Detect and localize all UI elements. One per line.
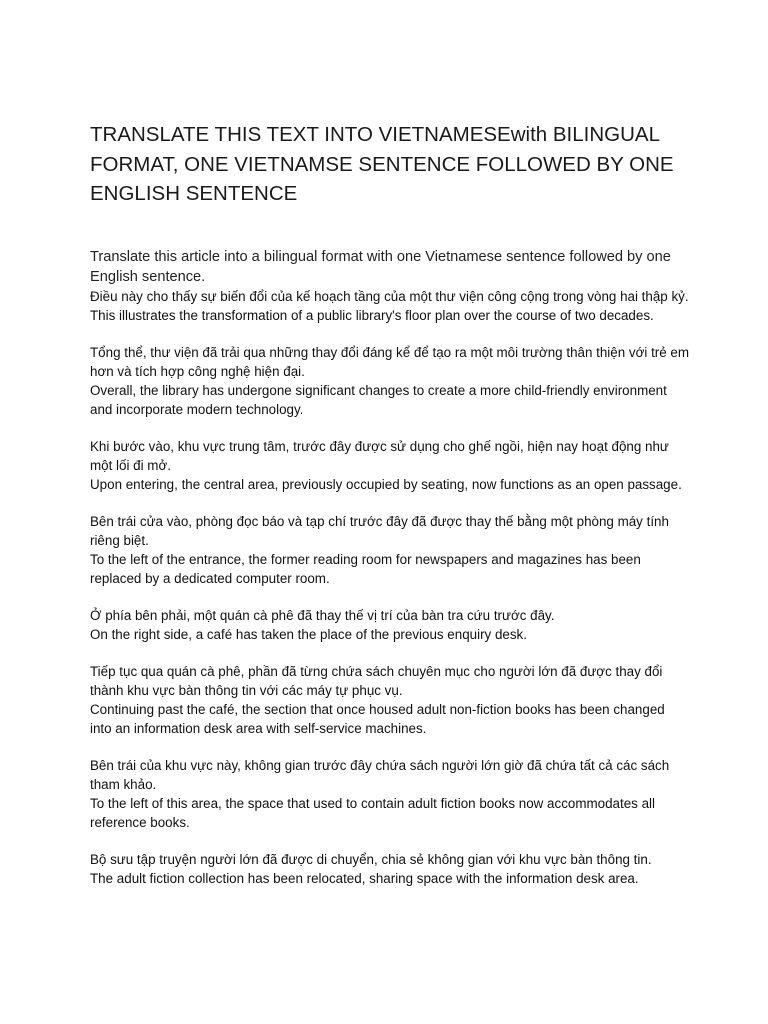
document-page	[90, 120, 690, 906]
vietnamese-sentence: Bên trái của khu vực này, không gian trước đây chứa sách người lớn giờ đã chứa tất cả các sách tham khảo.	[90, 757, 670, 792]
sentence-pair-1	[90, 287, 690, 325]
vietnamese-sentence: Điều này cho thấy sự biến đổi của kế hoạch tầng của một thư viện công cộng trong vòng hai thập kỷ.	[90, 288, 689, 304]
sentence-pair-2	[90, 343, 690, 419]
vietnamese-sentence: Tiếp tục qua quán cà phê, phần đã từng chứa sách chuyên mục cho người lớn đã được thay đổi thành khu vực bàn thông tin với các máy tự phục vụ.	[90, 663, 663, 698]
sentence-pair-6	[90, 662, 690, 738]
english-sentence: Overall, the library has undergone significant changes to create a more child-friendly environment and incorporate modern technology.	[90, 382, 667, 417]
sentence-pair-4	[90, 512, 690, 588]
document-title: TRANSLATE THIS TEXT INTO VIETNAMESEwith BILINGUAL FORMAT, ONE VIETNAMSE SENTENCE FOLLOWED BY ONE ENGLISH SENTENCE	[90, 123, 674, 205]
english-sentence: Upon entering, the central area, previously occupied by seating, now functions as an open passage.	[90, 476, 682, 492]
sentence-pair-3	[90, 437, 690, 494]
english-sentence: To the left of this area, the space that used to contain adult fiction books now accommodates all reference books.	[90, 795, 655, 830]
english-sentence: On the right side, a café has taken the place of the previous enquiry desk.	[90, 626, 527, 642]
vietnamese-sentence: Bên trái cửa vào, phòng đọc báo và tạp chí trước đây đã được thay thế bằng một phòng máy tính riêng biệt.	[90, 513, 669, 548]
sentence-pair-8	[90, 850, 690, 888]
vietnamese-sentence: Tổng thể, thư viện đã trải qua những thay đổi đáng kể để tạo ra một môi trường thân thiện với trẻ em hơn và tích hợp công nghệ hiện đại.	[90, 344, 690, 379]
english-sentence: Continuing past the café, the section that once housed adult non-fiction books has been changed into an information desk area with self-service machines.	[90, 701, 665, 736]
english-sentence: This illustrates the transformation of a public library's floor plan over the course of two decades.	[90, 307, 654, 323]
english-sentence: To the left of the entrance, the former reading room for newspapers and magazines has been replaced by a dedicated computer room.	[90, 551, 641, 586]
vietnamese-sentence: Ở phía bên phải, một quán cà phê đã thay thế vị trí của bàn tra cứu trước đây.	[90, 607, 555, 623]
sentence-pair-7	[90, 756, 690, 832]
english-sentence: The adult fiction collection has been relocated, sharing space with the information desk area.	[90, 870, 639, 886]
sentence-pair-5	[90, 606, 690, 644]
intro-paragraph: Translate this article into a bilingual format with one Vietnamese sentence followed by one English sentence.	[90, 248, 671, 285]
vietnamese-sentence: Khi bước vào, khu vực trung tâm, trước đây được sử dụng cho ghế ngồi, hiện nay hoạt động như một lối đi mở.	[90, 438, 669, 473]
vietnamese-sentence: Bộ sưu tập truyện người lớn đã được di chuyển, chia sẻ không gian với khu vực bàn thông tin.	[90, 851, 652, 867]
